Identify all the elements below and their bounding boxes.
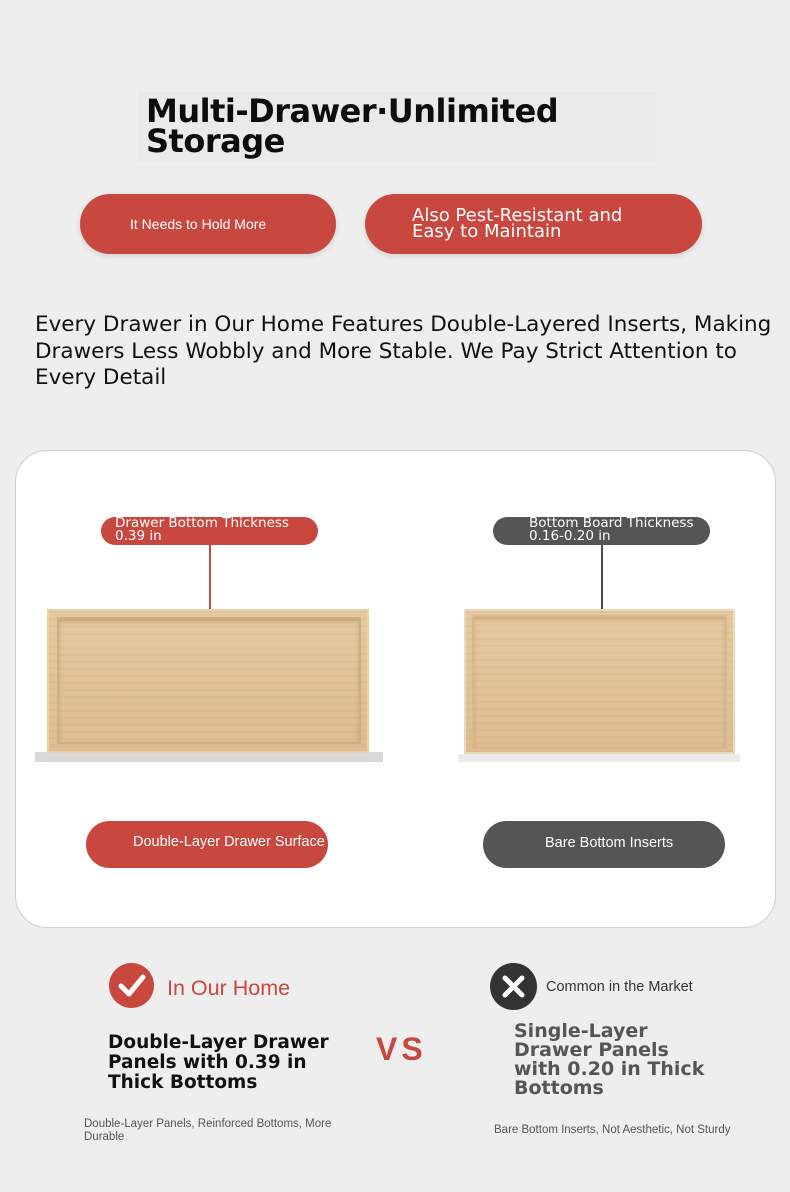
drawer-shadow — [35, 752, 383, 762]
our-product-heading: Double-Layer Drawer Panels with 0.39 in Thick Bottoms — [108, 1032, 329, 1093]
drawer-shadow — [458, 754, 740, 762]
board-thickness-tag — [493, 517, 710, 545]
pest-resistant-pill — [365, 194, 702, 254]
feature-paragraph: Every Drawer in Our Home Features Double-Layered Inserts, Making Drawers Less Wobbly and More Stable. We Pay Strict Attention to Every Detail — [35, 312, 772, 390]
bare-bottom-inserts-label: Bare Bottom Inserts — [545, 835, 674, 851]
double-layer-surface-badge — [86, 821, 328, 868]
drawer-thickness-label: Drawer Bottom Thickness 0.39 in — [115, 515, 289, 544]
drawer-inner-panel — [472, 615, 727, 749]
pest-resistant-label: Also Pest-Resistant and Easy to Maintain — [412, 205, 623, 242]
board-thickness-label: Bottom Board Thickness 0.16-0.20 in — [529, 515, 694, 544]
drawer-inner-panel — [57, 617, 361, 744]
double-layer-surface-label: Double-Layer Drawer Surface — [133, 834, 325, 850]
in-our-home-label: In Our Home — [167, 976, 291, 1000]
x-circle-icon — [490, 963, 537, 1010]
drawer-thickness-tag — [101, 517, 318, 545]
page-title: Multi-Drawer·Unlimited Storage — [146, 92, 559, 160]
our-product-note: Double-Layer Panels, Reinforced Bottoms, More Durable — [84, 1118, 332, 1143]
vs-label: VS — [376, 1031, 427, 1067]
market-product-heading: Single-Layer Drawer Panels with 0.20 in Thick Bottoms — [514, 1020, 705, 1099]
hold-more-label: It Needs to Hold More — [130, 216, 267, 232]
hold-more-pill — [80, 194, 336, 254]
common-market-label: Common in the Market — [546, 979, 693, 995]
market-product-note: Bare Bottom Inserts, Not Aesthetic, Not Sturdy — [494, 1124, 731, 1136]
check-circle-icon — [109, 963, 154, 1008]
bare-bottom-inserts-badge — [483, 821, 725, 868]
